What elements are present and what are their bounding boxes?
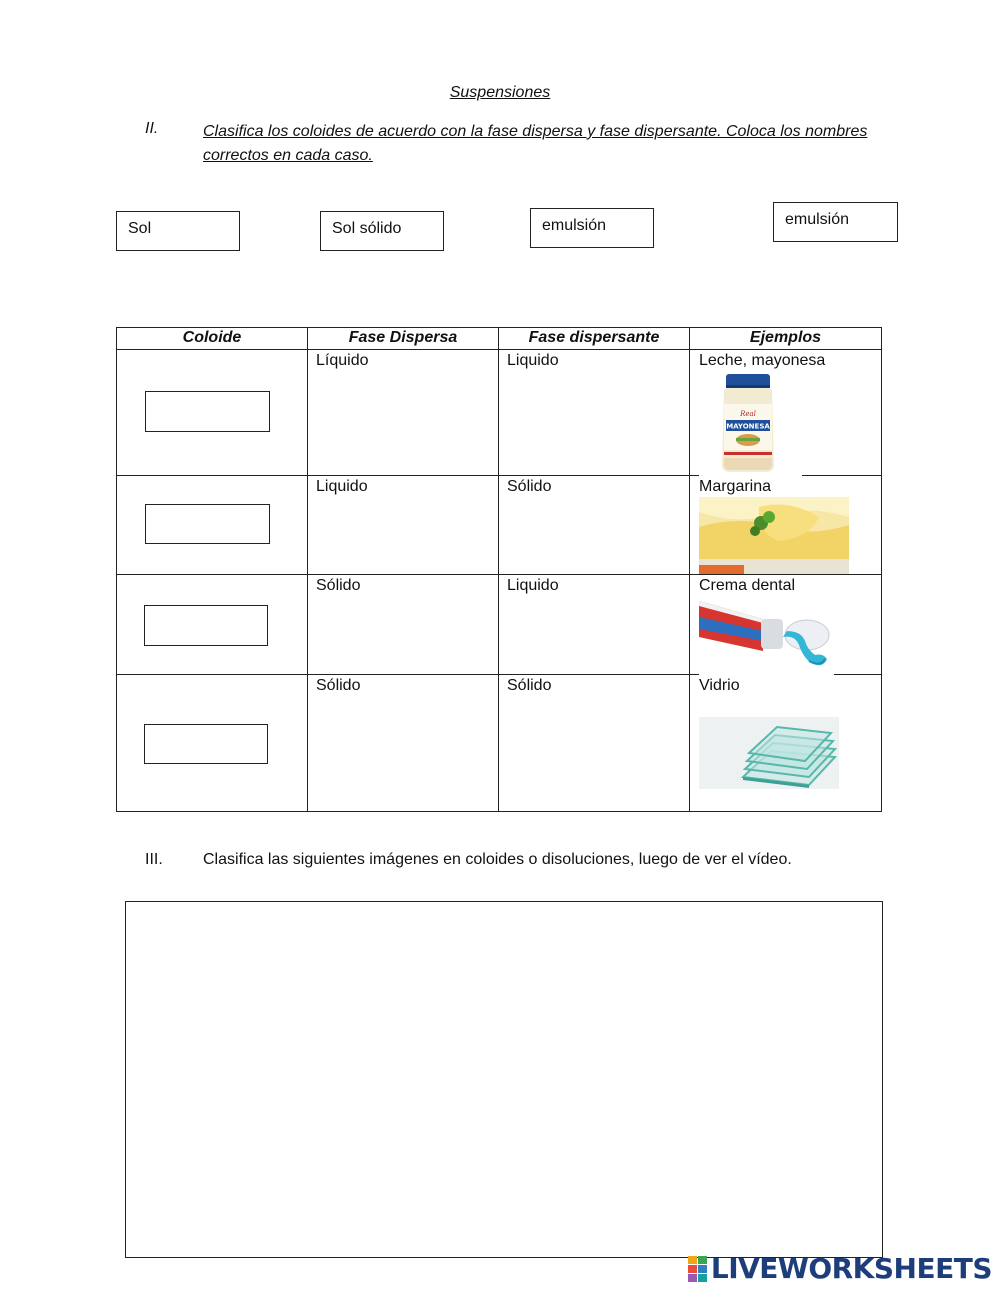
classification-area[interactable] — [125, 901, 883, 1258]
svg-text:MAYONESA: MAYONESA — [726, 422, 770, 431]
table-header-fase-dispersa: Fase Dispersa — [348, 329, 458, 346]
section-2-instruction: Clasifica los coloides de acuerdo con la fase dispersa y fase dispersante. Coloca los nombres correctos en cada caso. — [203, 123, 868, 164]
table-border — [116, 327, 882, 328]
table-cell-ejemplo: Vidrio — [699, 677, 740, 694]
mayonnaise-jar-image — [718, 374, 778, 474]
table-cell-fase-dispersa: Sólido — [316, 677, 361, 694]
table-border — [498, 327, 499, 812]
table-cell-ejemplo: Crema dental — [699, 577, 796, 594]
glass-panes-image — [699, 717, 839, 789]
brand-logo-text: LIVEWORKSHEETS — [710, 1252, 992, 1285]
table-cell-ejemplo: Margarina — [699, 478, 772, 495]
word-bank-item[interactable]: emulsión — [530, 208, 654, 248]
word-bank-item[interactable]: Sol — [116, 211, 240, 251]
word-bank-item[interactable]: Sol sólido — [320, 211, 444, 251]
table-cell-fase-dispersante: Liquido — [507, 352, 559, 369]
coloide-answer-box[interactable] — [144, 605, 268, 646]
page-title: Suspensiones — [449, 84, 551, 101]
svg-text:Real: Real — [740, 410, 756, 418]
table-header-ejemplos: Ejemplos — [749, 329, 822, 346]
section-3-number: III. — [145, 851, 163, 868]
coloide-answer-box[interactable] — [144, 724, 268, 764]
table-cell-fase-dispersa: Liquido — [316, 478, 368, 495]
table-header-fase-dispersante: Fase dispersante — [528, 329, 660, 346]
margarine-image — [699, 497, 849, 574]
table-cell-ejemplo: Leche, mayonesa — [699, 352, 826, 369]
table-border — [689, 327, 690, 812]
table-border — [116, 574, 882, 575]
table-border — [116, 327, 117, 812]
toothpaste-image — [699, 597, 834, 675]
table-cell-fase-dispersante: Liquido — [507, 577, 559, 594]
table-cell-fase-dispersa: Sólido — [316, 577, 361, 594]
section-2-number: II. — [145, 120, 159, 137]
word-bank-item[interactable]: emulsión — [773, 202, 898, 242]
table-cell-fase-dispersante: Sólido — [507, 677, 552, 694]
coloide-answer-box[interactable] — [145, 391, 270, 432]
table-border — [881, 327, 882, 812]
table-border — [802, 475, 882, 476]
table-border — [116, 811, 882, 812]
table-cell-fase-dispersante: Sólido — [507, 478, 552, 495]
table-cell-fase-dispersa: Líquido — [316, 352, 369, 369]
section-3-instruction: Clasifica las siguientes imágenes en coloides o disoluciones, luego de ver el vídeo. — [203, 851, 792, 868]
table-border — [116, 349, 882, 350]
table-header-coloide: Coloide — [182, 329, 242, 346]
brand-logo-icon — [688, 1256, 707, 1282]
table-border — [307, 327, 308, 812]
table-border — [116, 475, 699, 476]
coloide-answer-box[interactable] — [145, 504, 270, 544]
brand-logo — [688, 1252, 992, 1285]
